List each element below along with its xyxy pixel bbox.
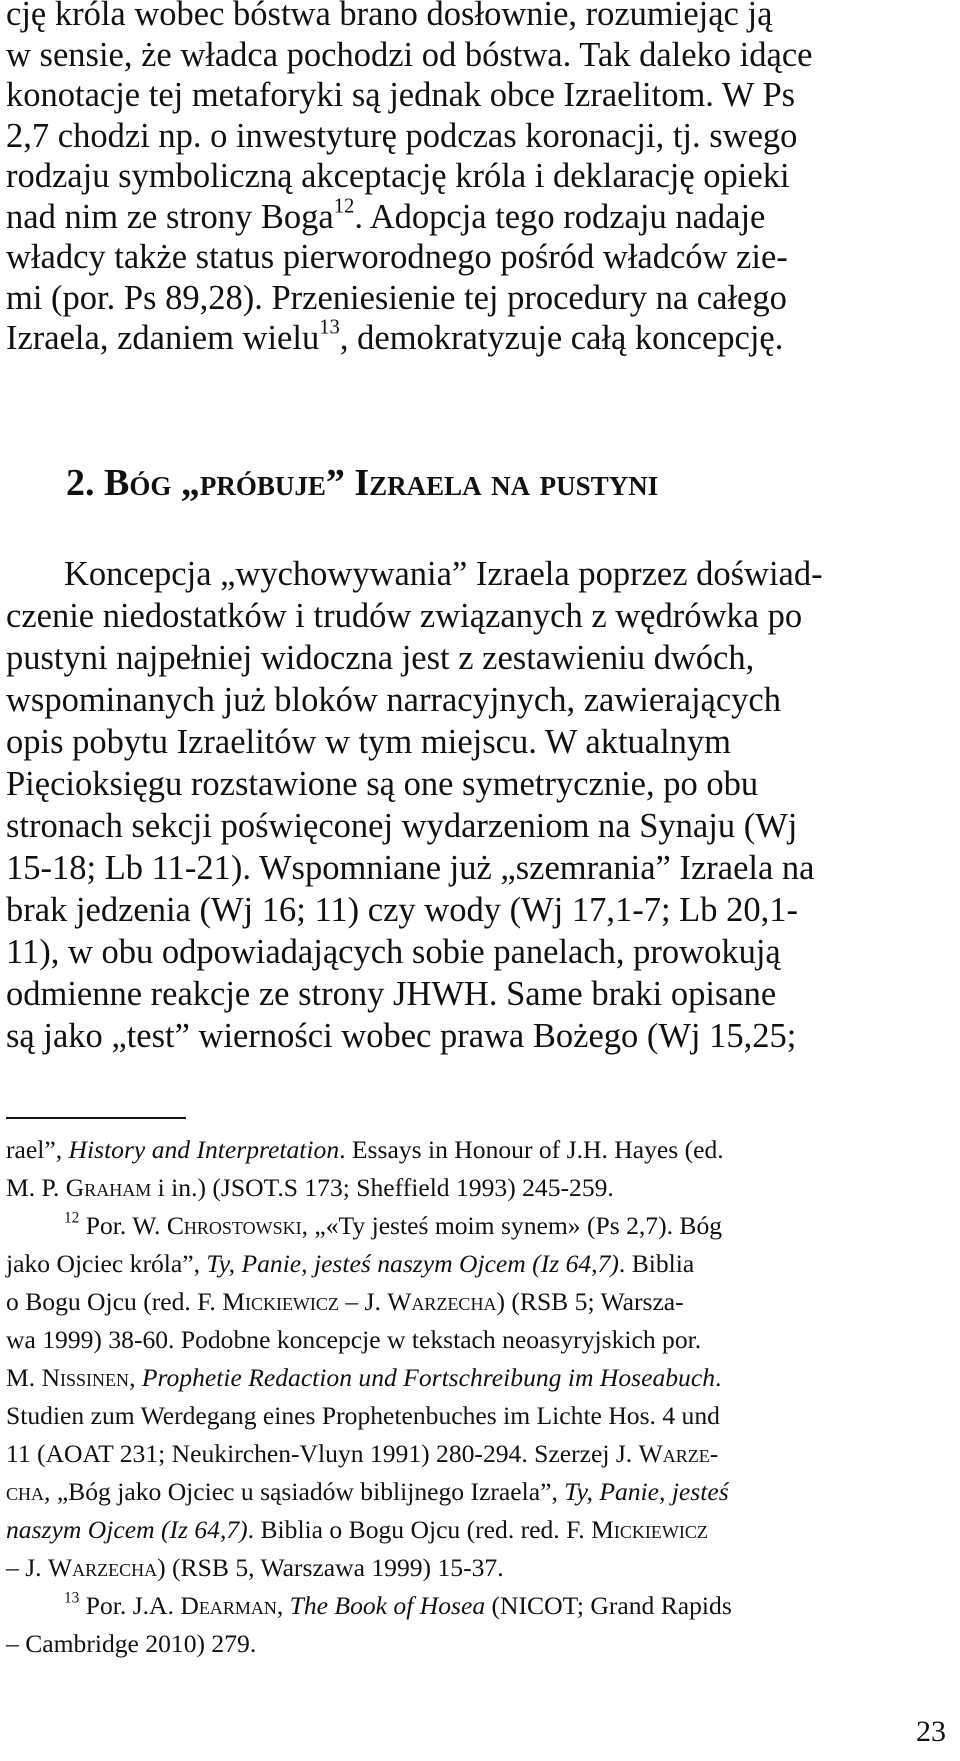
footnote-line <box>6 1245 732 1283</box>
footnote-number: 13 <box>64 1589 80 1607</box>
footnote-ref-12[interactable]: 12 <box>333 194 355 217</box>
author-name: Mickiewicz <box>222 1287 339 1316</box>
author-name: Warze- <box>638 1439 719 1468</box>
author-name: Warzecha <box>47 1553 158 1582</box>
text-line: czenie niedostatków i trudów związanych z wędrówka po <box>6 597 803 635</box>
text-line: władcy także status pierworodnego pośród władców zie- <box>6 238 788 276</box>
text-run: . Essays in Honour of J.H. Hayes (ed. <box>339 1135 724 1164</box>
author-name: cha <box>6 1477 45 1506</box>
text-run: 11 (AOAT 231; Neukirchen-Vluyn 1991) 280-294. Szerzej J. <box>6 1439 639 1468</box>
text-run: jako Ojciec króla”, <box>6 1249 207 1278</box>
text-run: M. <box>6 1363 42 1392</box>
text-run: Por. W. <box>79 1211 167 1240</box>
author-name: Nissinen <box>41 1363 130 1392</box>
paragraph <box>6 553 823 1057</box>
footnote-line: Studien zum Werdegang eines Prophetenbuches im Lichte Hos. 4 und <box>6 1401 720 1430</box>
footnote-line: – Cambridge 2010) 279. <box>6 1629 257 1658</box>
italic-title: Prophetie Redaction und Fortschreibung im Hoseabuch <box>141 1363 716 1392</box>
text-run: rael”, <box>6 1135 69 1164</box>
text-run: Por. J.A. <box>79 1591 181 1620</box>
text-run: Izraela, zdaniem wielu <box>6 319 320 357</box>
text-run: – J. <box>338 1287 388 1316</box>
text-line: mi (por. Ps 89,28). Przeniesienie tej procedury na całego <box>6 278 787 317</box>
text-line: wspominanych już bloków narracyjnych, zawierających <box>6 681 781 719</box>
section-heading <box>66 461 658 505</box>
text-line <box>6 318 812 359</box>
author-name: Mickiewicz <box>591 1515 708 1544</box>
footnote-line: wa 1999) 38-60. Podobne koncepcje w tekstach neoasyryjskich por. <box>6 1325 702 1354</box>
text-run: . <box>715 1363 722 1392</box>
footnote-line <box>6 1131 732 1169</box>
author-name: Chrostowski <box>166 1211 302 1240</box>
footnote-ref-13[interactable]: 13 <box>319 316 340 339</box>
italic-title: History and Interpretation <box>68 1135 340 1164</box>
footnote-line <box>6 1435 732 1473</box>
footnote-line <box>6 1549 732 1587</box>
text-line: 2,7 chodzi np. o inwestyturę podczas koronacji, tj. swego <box>6 116 798 155</box>
text-line: 15-18; Lb 11-21). Wspomniane już „szemrania” Izraela na <box>6 849 815 887</box>
text-run: . Adopcja tego rodzaju nadaje <box>354 197 766 236</box>
footnote-line <box>6 1359 732 1397</box>
text-line: 11), w obu odpowiadających sobie panelach, prowokują <box>6 933 781 971</box>
text-line: są jako „test” wierności wobec prawa Bożego (Wj 15,25; <box>6 1017 797 1055</box>
footnote-line <box>6 1169 732 1207</box>
text-line: odmienne reakcje ze strony JHWH. Same braki opisane <box>6 975 777 1013</box>
text-line: konotacje tej metaforyki są jednak obce Izraelitom. W Ps <box>6 76 796 114</box>
text-run: (NICOT; Grand Rapids <box>485 1591 732 1620</box>
footnote-line <box>6 1511 732 1549</box>
text-run: ) (RSB 5; Warsza- <box>496 1287 684 1316</box>
heading-text: „próbuje” <box>180 462 345 504</box>
text-line: w sensie, że władca pochodzi od bóstwa. Tak daleko idące <box>6 35 813 74</box>
section-number: 2. <box>66 462 104 504</box>
footnote-line <box>6 1473 732 1511</box>
text-run: ) (RSB 5, Warszawa 1999) 15-37. <box>157 1553 504 1582</box>
text-run: M. P. <box>6 1173 66 1202</box>
author-name: Graham <box>65 1173 152 1202</box>
text-run: , „«Ty jesteś moim synem» (Ps 2,7). Bóg <box>301 1211 723 1240</box>
text-line: brak jedzenia (Wj 16; 11) czy wody (Wj 17,1-7; Lb 20,1- <box>6 891 798 929</box>
text-run: , demokratyzuje całą koncepcję. <box>339 319 784 357</box>
text-run: i in.) (JSOT.S 173; Sheffield 1993) 245-259. <box>151 1173 614 1202</box>
text-run: . Biblia o Bogu Ojcu (red. red. F. <box>247 1515 592 1544</box>
italic-title: naszym Ojcem (Iz 64,7) <box>6 1515 248 1544</box>
author-name: Dearman <box>180 1591 277 1620</box>
footnotes <box>6 1131 732 1663</box>
text-run: , <box>276 1591 290 1620</box>
footnote-13 <box>6 1587 732 1625</box>
text-run: – J. <box>6 1553 48 1582</box>
paragraph-continued <box>6 0 812 359</box>
text-line: pustyni najpełniej widoczna jest z zestawieniu dwóch, <box>6 639 755 677</box>
text-run: . Biblia <box>618 1249 695 1278</box>
heading-text: Bóg <box>104 462 181 504</box>
footnote-line <box>6 1283 732 1321</box>
text-run: nad nim ze strony Boga <box>6 197 334 236</box>
author-name: Warzecha <box>387 1287 497 1316</box>
text-line: Pięcioksięgu rozstawione są one symetrycznie, po obu <box>6 765 759 803</box>
page-number: 23 <box>916 1715 946 1748</box>
footnote-number: 12 <box>64 1209 80 1227</box>
text-run: , <box>129 1363 142 1392</box>
text-run: , „Bóg jako Ojciec u sąsiadów biblijnego Izraela”, <box>44 1477 565 1506</box>
footnote-separator <box>6 1117 186 1119</box>
italic-title: Ty, Panie, jesteś naszym Ojcem (Iz 64,7) <box>206 1249 619 1278</box>
text-run: o Bogu Ojcu (red. F. <box>6 1287 223 1316</box>
italic-title: Ty, Panie, jesteś <box>564 1477 729 1506</box>
footnote-12 <box>6 1207 732 1245</box>
heading-text: Izraela na pustyni <box>344 462 659 504</box>
text-line <box>6 194 812 238</box>
text-line: stronach sekcji poświęconej wydarzeniom na Synaju (Wj <box>6 807 798 845</box>
text-line: cję króla wobec bóstwa brano dosłownie, rozumiejąc ją <box>6 0 773 33</box>
text-line: opis pobytu Izraelitów w tym miejscu. W aktualnym <box>6 723 732 761</box>
italic-title: The Book of Hosea <box>289 1591 486 1620</box>
text-line: Koncepcja „wychowywania” Izraela poprzez doświad- <box>64 555 823 593</box>
text-line: rodzaju symboliczną akceptację króla i deklarację opieki <box>6 157 790 195</box>
